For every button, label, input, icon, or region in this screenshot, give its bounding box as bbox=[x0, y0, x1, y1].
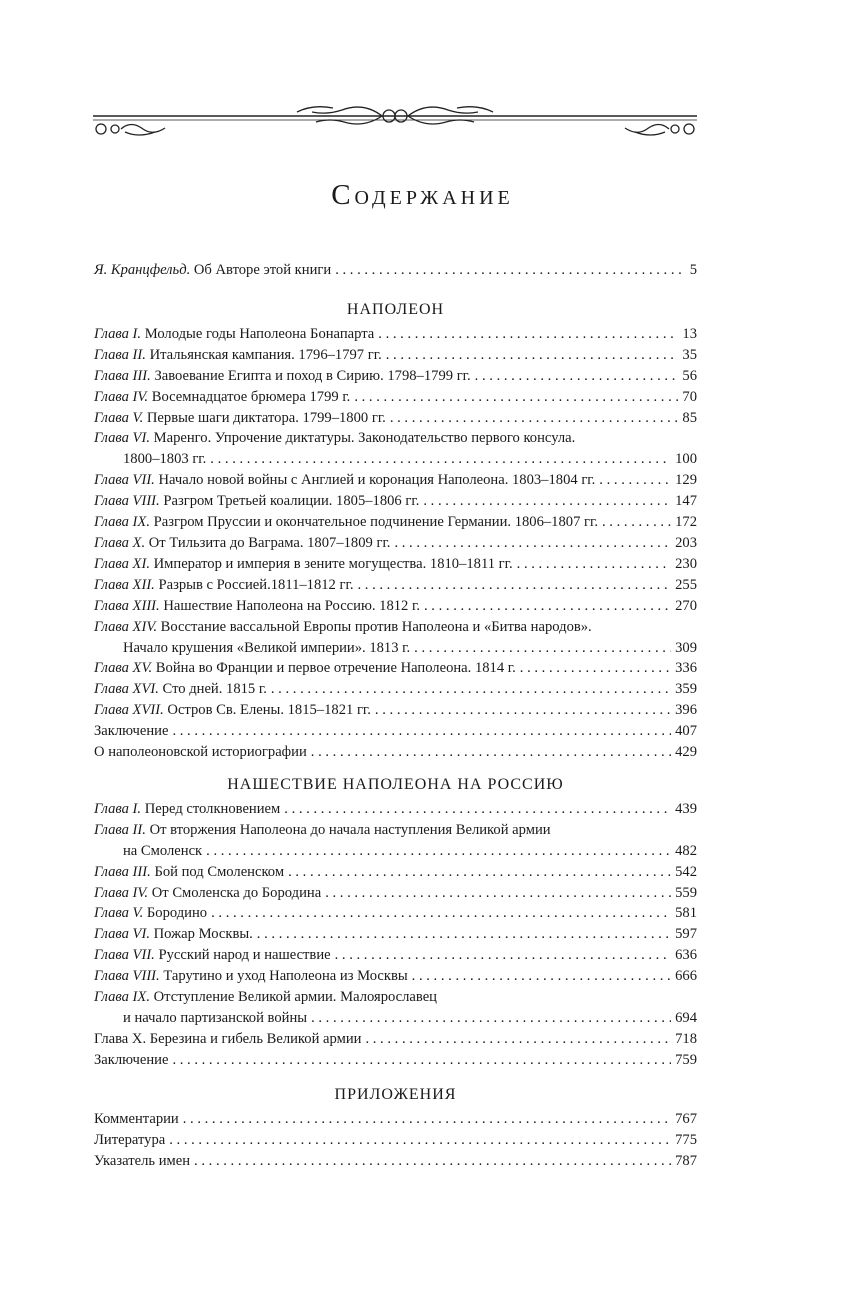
page-number: 759 bbox=[675, 1051, 697, 1068]
page-number: 85 bbox=[682, 409, 697, 426]
intro-author: Я. Кранцфельд. bbox=[94, 262, 191, 278]
page-number: 56 bbox=[682, 367, 697, 384]
dot-leader bbox=[311, 1008, 671, 1029]
dot-leader bbox=[520, 658, 671, 679]
page-number: 203 bbox=[675, 534, 697, 551]
table-of-contents bbox=[94, 260, 697, 1171]
chapter-label: Глава IX. bbox=[94, 989, 150, 1006]
dot-leader bbox=[194, 1151, 671, 1172]
toc-entry bbox=[94, 1109, 697, 1130]
chapter-title: Разгром Третьей коалиции. 1805–1806 гг. bbox=[163, 493, 420, 510]
chapter-title: Маренго. Упрочение диктатуры. Законодательство первого консула. bbox=[153, 430, 576, 447]
dot-leader bbox=[169, 1130, 671, 1151]
chapter-title: Итальянская кампания. 1796–1797 гг. bbox=[149, 346, 382, 363]
page-number: 13 bbox=[682, 325, 697, 342]
toc-entry bbox=[94, 987, 697, 1029]
page-number: 129 bbox=[675, 472, 697, 489]
dot-leader bbox=[183, 1109, 671, 1130]
chapter-title: Первые шаги диктатора. 1799–1800 гг. bbox=[146, 409, 386, 426]
dot-leader bbox=[423, 491, 671, 512]
page-number: 70 bbox=[682, 388, 697, 405]
page-number: 336 bbox=[675, 660, 697, 677]
chapter-label: Глава IV. bbox=[94, 884, 149, 901]
toc-entry bbox=[94, 366, 697, 387]
chapter-title: Отступление Великой армии. Малоярославец bbox=[153, 989, 437, 1006]
chapter-label: Глава IV. bbox=[94, 388, 149, 405]
chapter-label: Глава XIII. bbox=[94, 597, 160, 614]
page-number: 767 bbox=[675, 1110, 697, 1127]
chapter-title: Пожар Москвы. bbox=[153, 926, 253, 943]
toc-entry bbox=[94, 324, 697, 345]
chapter-label: Глава XII. bbox=[94, 576, 155, 593]
page-number: 775 bbox=[675, 1131, 697, 1148]
page-number: 597 bbox=[675, 926, 697, 943]
dot-leader bbox=[414, 638, 671, 659]
page-number: 559 bbox=[675, 884, 697, 901]
toc-entry-intro bbox=[94, 260, 697, 281]
toc-entry bbox=[94, 862, 697, 883]
chapter-title-continuation: на Смоленск bbox=[123, 842, 203, 859]
chapter-title: Тарутино и уход Наполеона из Москвы bbox=[163, 968, 408, 985]
chapter-title: Восемнадцатое брюмера 1799 г. bbox=[151, 388, 351, 405]
toc-entry bbox=[94, 1029, 697, 1050]
chapter-label: Глава XVII. bbox=[94, 702, 164, 719]
toc-entry bbox=[94, 345, 697, 366]
chapter-title: Комментарии bbox=[94, 1110, 179, 1127]
toc-entry bbox=[94, 491, 697, 512]
chapter-title: Перед столкновением bbox=[144, 800, 281, 817]
chapter-title: Разрыв с Россией.1811–1812 гг. bbox=[158, 576, 354, 593]
page-number: 666 bbox=[675, 968, 697, 985]
chapter-label: Глава XIV. bbox=[94, 618, 157, 635]
chapter-label: Глава VI. bbox=[94, 430, 150, 447]
chapter-label: Глава VII. bbox=[94, 947, 155, 964]
toc-entry bbox=[94, 575, 697, 596]
page-number: 407 bbox=[675, 723, 697, 740]
page-number: 787 bbox=[675, 1152, 697, 1169]
toc-entry bbox=[94, 408, 697, 429]
toc-entry bbox=[94, 470, 697, 491]
dot-leader bbox=[271, 679, 671, 700]
chapter-title: Бой под Смоленском bbox=[154, 863, 285, 880]
chapter-title-continuation: 1800–1803 гг. bbox=[123, 451, 207, 468]
dot-leader bbox=[375, 700, 671, 721]
toc-entry bbox=[94, 799, 697, 820]
chapter-title: Восстание вассальной Европы против Наполеона и «Битва народов». bbox=[160, 618, 592, 635]
toc-entry bbox=[94, 924, 697, 945]
dot-leader bbox=[517, 554, 671, 575]
chapter-title: Молодые годы Наполеона Бонапарта bbox=[144, 325, 375, 342]
section-heading: НАПОЛЕОН bbox=[346, 300, 445, 318]
chapter-label: Глава V. bbox=[94, 905, 144, 922]
page-number: 694 bbox=[675, 1010, 697, 1026]
dot-leader bbox=[257, 924, 671, 945]
dot-leader bbox=[365, 1029, 671, 1050]
toc-entry bbox=[94, 903, 697, 924]
chapter-label: Глава V. bbox=[94, 409, 144, 426]
toc-entry bbox=[94, 820, 697, 862]
toc-entry bbox=[94, 554, 697, 575]
chapter-label: Глава XI. bbox=[94, 555, 150, 572]
dot-leader bbox=[311, 742, 671, 763]
dot-leader bbox=[357, 575, 671, 596]
chapter-label: Глава VII. bbox=[94, 472, 155, 489]
dot-leader bbox=[211, 903, 671, 924]
dot-leader bbox=[602, 512, 671, 533]
dot-leader bbox=[172, 1050, 671, 1071]
page-number: 482 bbox=[675, 842, 697, 859]
chapter-title: Бородино bbox=[146, 905, 208, 922]
chapter-title: От вторжения Наполеона до начала наступления Великой армии bbox=[149, 821, 551, 838]
toc-entry bbox=[94, 596, 697, 617]
chapter-label: Глава VI. bbox=[94, 926, 150, 943]
page-number: 255 bbox=[675, 576, 697, 593]
page-number: 35 bbox=[682, 346, 697, 363]
dot-leader bbox=[335, 260, 686, 281]
toc-sections bbox=[94, 299, 697, 1172]
dot-leader bbox=[386, 345, 679, 366]
chapter-label: Глава II. bbox=[94, 346, 146, 363]
toc-entry bbox=[94, 945, 697, 966]
chapter-title: О наполеоновской историографии bbox=[94, 744, 307, 761]
chapter-label: Глава VIII. bbox=[94, 968, 160, 985]
page-number: 429 bbox=[675, 744, 697, 761]
dot-leader bbox=[206, 841, 671, 862]
chapter-label: Глава XVI. bbox=[94, 681, 159, 698]
chapter-title: Остров Св. Елены. 1815–1821 гг. bbox=[167, 702, 371, 719]
chapter-title: Заключение bbox=[94, 1051, 169, 1068]
toc-entry bbox=[94, 1130, 697, 1151]
page-number: 359 bbox=[675, 681, 697, 698]
toc-entry bbox=[94, 1050, 697, 1071]
page-number: 542 bbox=[675, 863, 697, 880]
toc-entry bbox=[94, 533, 697, 554]
page-number: 439 bbox=[675, 800, 697, 817]
dot-leader bbox=[354, 387, 678, 408]
page-number: 172 bbox=[675, 514, 697, 531]
dot-leader bbox=[394, 533, 671, 554]
toc-entry bbox=[94, 512, 697, 533]
toc-entry bbox=[94, 428, 697, 470]
chapter-title-continuation: Начало крушения «Великой империи». 1813 г. bbox=[123, 639, 411, 656]
chapter-title: Император и империя в зените могущества. 1810–1811 гг. bbox=[153, 555, 513, 572]
page-number: 396 bbox=[675, 702, 697, 719]
chapter-title: Литература bbox=[94, 1131, 166, 1148]
toc-entry bbox=[94, 658, 697, 679]
page-number: 100 bbox=[675, 451, 697, 468]
page-number: 309 bbox=[675, 639, 697, 656]
page-number: 581 bbox=[675, 905, 697, 922]
toc-entry bbox=[94, 721, 697, 742]
intro-title: Об Авторе этой книги bbox=[193, 262, 332, 278]
dot-leader bbox=[390, 408, 679, 429]
dot-leader bbox=[172, 721, 671, 742]
chapter-title: Начало новой войны с Англией и коронация Наполеона. 1803–1804 гг. bbox=[158, 472, 596, 489]
section-heading: НАШЕСТВИЕ НАПОЛЕОНА НА РОССИЮ bbox=[227, 775, 564, 793]
chapter-label: Глава II. bbox=[94, 821, 146, 838]
chapter-title: Война во Франции и первое отречение Наполеона. 1814 г. bbox=[155, 660, 516, 677]
chapter-title: От Тильзита до Ваграма. 1807–1809 гг. bbox=[148, 534, 391, 551]
toc-entry bbox=[94, 617, 697, 659]
dot-leader bbox=[335, 945, 672, 966]
page-number: 270 bbox=[675, 597, 697, 614]
page-title: Содержание bbox=[331, 179, 514, 212]
toc-entry bbox=[94, 1151, 697, 1172]
toc-entry bbox=[94, 883, 697, 904]
dot-leader bbox=[325, 883, 671, 904]
chapter-title-continuation: и начало партизанской войны bbox=[123, 1010, 308, 1026]
page-number: 5 bbox=[689, 262, 697, 278]
dot-leader bbox=[210, 449, 671, 470]
dot-leader bbox=[412, 966, 671, 987]
page-number: 636 bbox=[675, 947, 697, 964]
chapter-title: Нашествие Наполеона на Россию. 1812 г. bbox=[163, 597, 420, 614]
toc-entry bbox=[94, 387, 697, 408]
chapter-title: Русский народ и нашествие bbox=[158, 947, 331, 964]
chapter-label: Глава XV. bbox=[94, 660, 153, 677]
dot-leader bbox=[599, 470, 671, 491]
chapter-label: Глава I. bbox=[94, 325, 142, 342]
toc-entry bbox=[94, 742, 697, 763]
chapter-label: Глава III. bbox=[94, 367, 151, 384]
chapter-title: Заключение bbox=[94, 723, 169, 740]
toc-entry bbox=[94, 700, 697, 721]
dot-leader bbox=[378, 324, 678, 345]
chapter-label: Глава VIII. bbox=[94, 493, 160, 510]
chapter-label: Глава IX. bbox=[94, 514, 150, 531]
page-number: 147 bbox=[675, 493, 697, 510]
toc-entry bbox=[94, 679, 697, 700]
chapter-title: Разгром Пруссии и окончательное подчинение Германии. 1806–1807 гг. bbox=[153, 514, 598, 531]
chapter-label: Глава III. bbox=[94, 863, 151, 880]
chapter-label: Глава I. bbox=[94, 800, 142, 817]
chapter-title: Указатель имен bbox=[94, 1152, 191, 1169]
dot-leader bbox=[284, 799, 671, 820]
dot-leader bbox=[424, 596, 671, 617]
section-heading: ПРИЛОЖЕНИЯ bbox=[334, 1085, 457, 1103]
page-number: 230 bbox=[675, 555, 697, 572]
dot-leader bbox=[475, 366, 679, 387]
page-number: 718 bbox=[675, 1030, 697, 1047]
toc-entry bbox=[94, 966, 697, 987]
ornament-divider bbox=[93, 102, 697, 138]
dot-leader bbox=[288, 862, 671, 883]
chapter-title: Глава X. Березина и гибель Великой армии bbox=[94, 1030, 362, 1047]
chapter-title: От Смоленска до Бородина bbox=[151, 884, 322, 901]
chapter-label: Глава X. bbox=[94, 534, 146, 551]
chapter-title: Сто дней. 1815 г. bbox=[162, 681, 267, 698]
chapter-title: Завоевание Египта и поход в Сирию. 1798–1799 гг. bbox=[154, 367, 471, 384]
